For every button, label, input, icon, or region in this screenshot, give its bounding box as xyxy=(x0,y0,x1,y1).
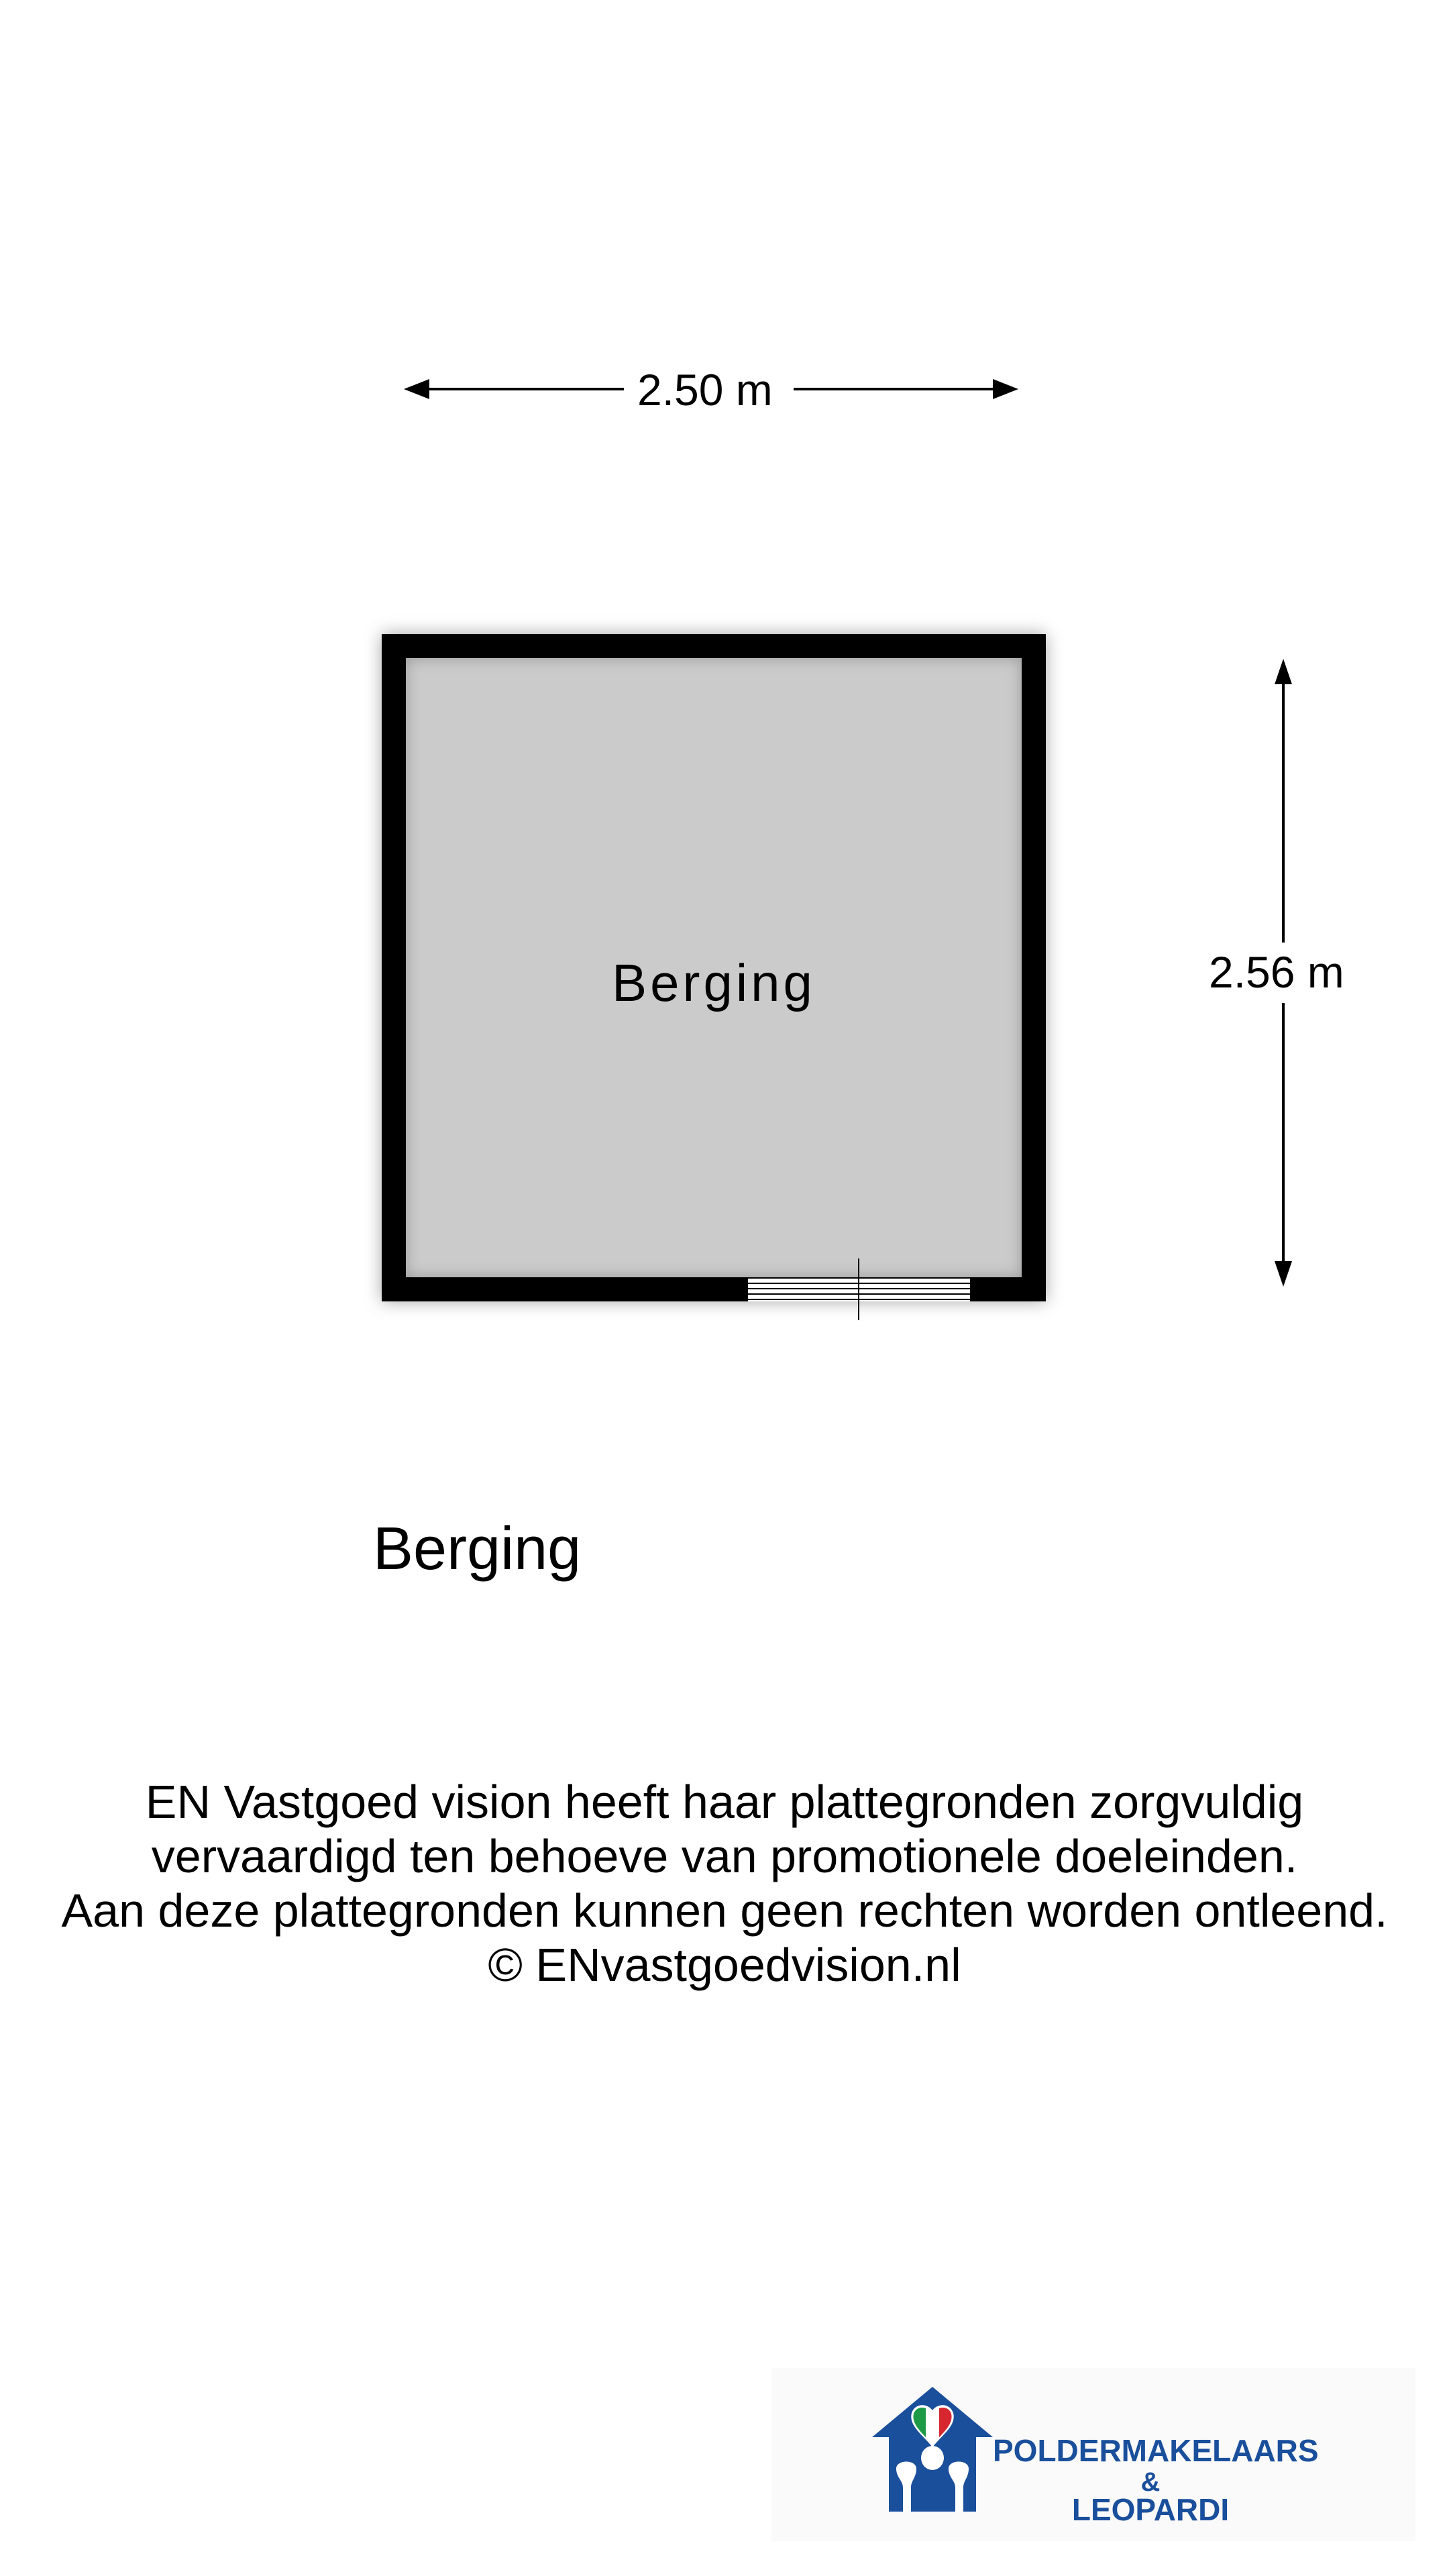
disclaimer xyxy=(0,1775,1449,1992)
logo-text-line1: POLDERMAKELAARS xyxy=(993,2433,1319,2468)
disclaimer-line: vervaardigd ten behoeve van promotionele doeleinden. xyxy=(151,1830,1298,1882)
depth-dimension-label: 2.56 m xyxy=(1209,947,1344,997)
house-logo-icon xyxy=(872,2387,993,2514)
disclaimer-line: © ENvastgoedvision.nl xyxy=(488,1939,961,1991)
room-berging xyxy=(382,634,1046,1301)
plan-title: Berging xyxy=(373,1515,582,1582)
door-marker xyxy=(858,1258,859,1320)
room-label: Berging xyxy=(612,953,816,1012)
logo-text-line2: & xyxy=(1140,2467,1161,2497)
width-dimension-label: 2.50 m xyxy=(637,365,773,415)
brand-logo xyxy=(771,2368,1415,2541)
disclaimer-line: EN Vastgoed vision heeft haar plattegronden zorgvuldig xyxy=(145,1776,1304,1828)
disclaimer-line: Aan deze plattegronden kunnen geen rechten worden ontleend. xyxy=(61,1884,1388,1937)
logo-text-line3: LEOPARDI xyxy=(1071,2492,1230,2527)
room-floor xyxy=(406,658,1022,1277)
